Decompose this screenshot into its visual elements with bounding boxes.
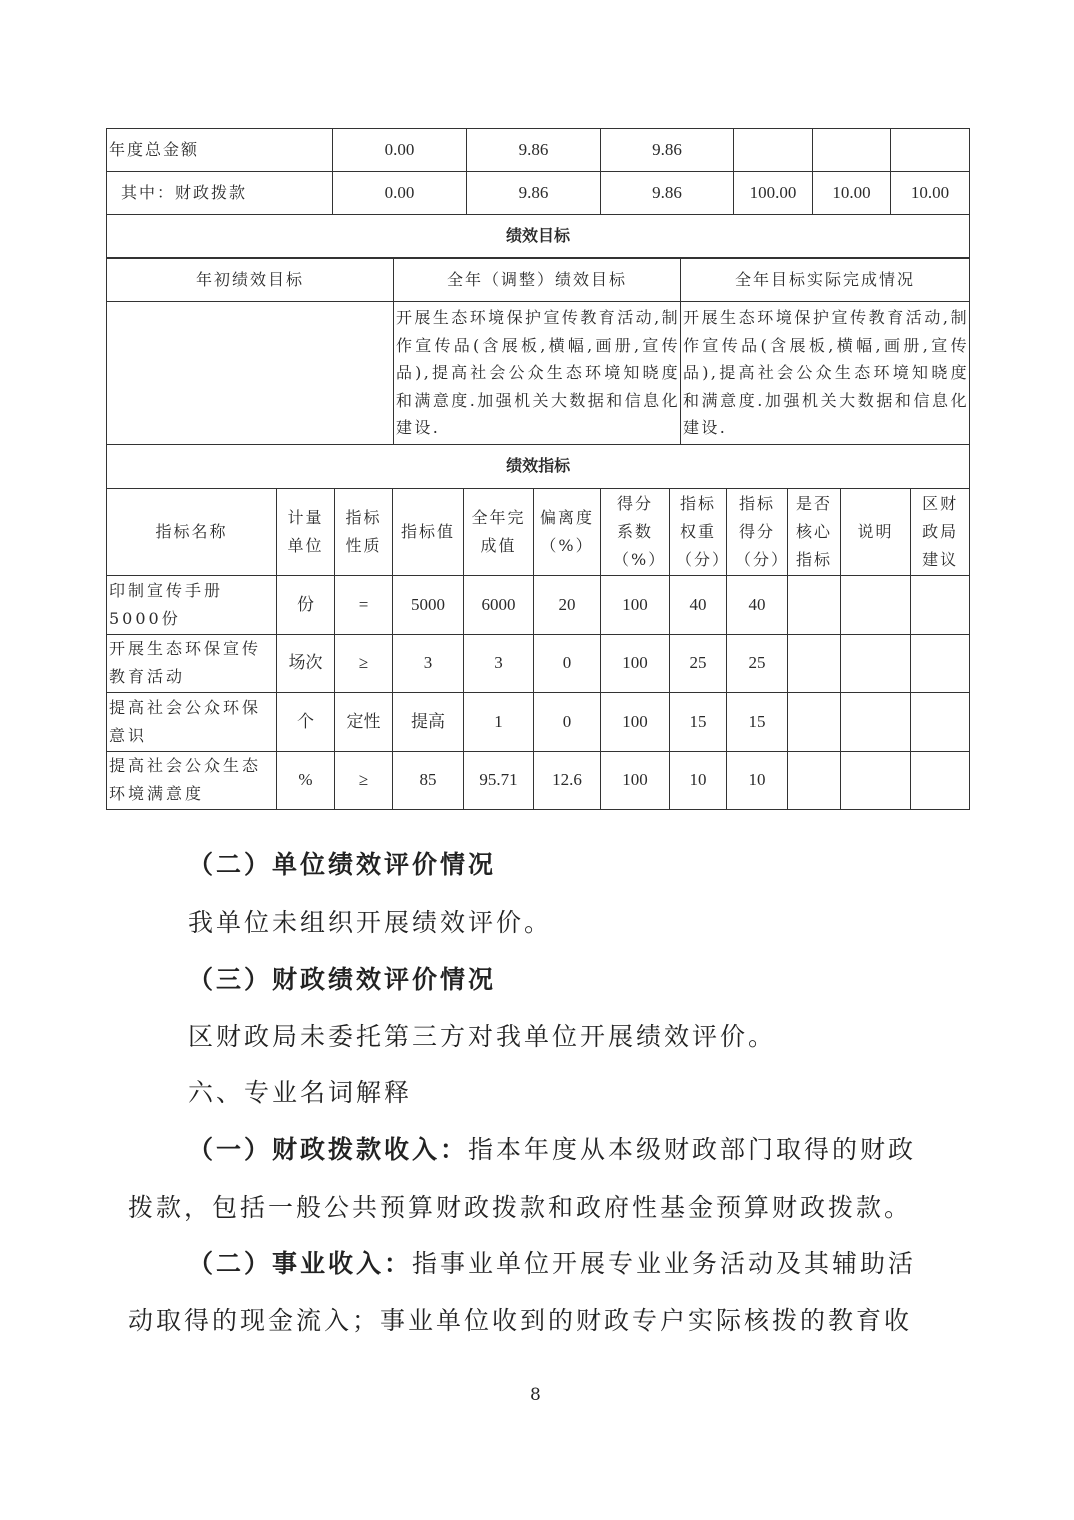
term1-label: （一）财政拨款收入： (188, 1135, 469, 1164)
indicator-note (841, 693, 911, 752)
budget-row-fiscal (107, 172, 970, 215)
budget-cell: 9.86 (601, 172, 734, 215)
indicator-actual: 1 (464, 693, 534, 752)
budget-table (106, 128, 970, 258)
indicator-target: 提高 (393, 693, 464, 752)
indicator-unit: 个 (277, 693, 335, 752)
indicator-header: 偏离度（%） (534, 489, 601, 576)
indicators-section-title: 绩效指标 (107, 445, 970, 489)
goals-header-adjusted: 全年（调整）绩效目标 (394, 259, 681, 302)
indicator-actual: 6000 (464, 576, 534, 635)
indicator-advice (911, 751, 970, 810)
budget-cell (813, 129, 891, 172)
indicator-unit: 场次 (277, 634, 335, 693)
indicator-coef: 100 (601, 634, 670, 693)
indicator-actual: 3 (464, 634, 534, 693)
budget-cell: 9.86 (467, 129, 601, 172)
indicator-weight: 15 (670, 693, 727, 752)
indicator-row (107, 693, 970, 752)
budget-cell (891, 129, 970, 172)
indicator-nature: ≥ (335, 751, 393, 810)
term2-text-a: 指事业单位开展专业业务活动及其辅助活 (412, 1249, 917, 1278)
budget-cell: 9.86 (467, 172, 601, 215)
indicator-core (788, 751, 841, 810)
goals-header-row (107, 259, 970, 302)
para-fin-eval: 区财政局未委托第三方对我单位开展绩效评价。 (188, 1022, 777, 1051)
indicator-header: 是否核心指标 (788, 489, 841, 576)
indicator-header: 得分系数（%） (601, 489, 670, 576)
goals-header-initial: 年初绩效目标 (107, 259, 394, 302)
indicator-target: 85 (393, 751, 464, 810)
indicator-row (107, 576, 970, 635)
indicator-header: 计量单位 (277, 489, 335, 576)
budget-cell: 100.00 (734, 172, 813, 215)
indicator-deviation: 0 (534, 634, 601, 693)
goals-header-actual: 全年目标实际完成情况 (681, 259, 970, 302)
indicator-deviation: 12.6 (534, 751, 601, 810)
indicator-weight: 10 (670, 751, 727, 810)
indicator-header: 说明 (841, 489, 911, 576)
term1-text-a: 指本年度从本级财政部门取得的财政 (468, 1135, 917, 1164)
indicator-header: 指标性质 (335, 489, 393, 576)
indicator-score: 40 (727, 576, 788, 635)
budget-cell: 10.00 (891, 172, 970, 215)
indicator-core (788, 693, 841, 752)
goal-initial (107, 302, 394, 445)
indicator-core (788, 576, 841, 635)
budget-cell: 0.00 (333, 172, 467, 215)
indicators-section-row (107, 445, 970, 489)
indicator-unit: 份 (277, 576, 335, 635)
indicator-name: 开展生态环保宣传教育活动 (107, 634, 277, 693)
indicator-nature: = (335, 576, 393, 635)
goals-content-row (107, 302, 970, 445)
page-number: 8 (530, 1385, 541, 1405)
budget-label: 其中：财政拨款 (107, 172, 333, 215)
budget-cell: 10.00 (813, 172, 891, 215)
indicator-advice (911, 634, 970, 693)
para-unit-eval: 我单位未组织开展绩效评价。 (188, 908, 553, 937)
budget-cell: 9.86 (601, 129, 734, 172)
indicator-weight: 25 (670, 634, 727, 693)
indicator-target: 5000 (393, 576, 464, 635)
budget-cell (734, 129, 813, 172)
indicator-nature: 定性 (335, 693, 393, 752)
heading-unit-eval: （二）单位绩效评价情况 (188, 850, 497, 879)
indicator-core (788, 634, 841, 693)
indicator-score: 10 (727, 751, 788, 810)
goal-actual: 开展生态环境保护宣传教育活动,制作宣传品(含展板,横幅,画册,宣传品),提高社会公众生态环境知晓度和满意度.加强机关大数据和信息化建设. (681, 302, 970, 445)
indicator-nature: ≥ (335, 634, 393, 693)
budget-cell: 0.00 (333, 129, 467, 172)
indicators-header-row (107, 489, 970, 576)
indicator-score: 25 (727, 634, 788, 693)
goal-adjusted: 开展生态环境保护宣传教育活动,制作宣传品(含展板,横幅,画册,宣传品),提高社会公众生态环境知晓度和满意度.加强机关大数据和信息化建设. (394, 302, 681, 445)
indicator-unit: % (277, 751, 335, 810)
indicator-header: 指标值 (393, 489, 464, 576)
budget-label: 年度总金额 (107, 129, 333, 172)
indicator-deviation: 0 (534, 693, 601, 752)
indicator-name: 提高社会公众生态环境满意度 (107, 751, 277, 810)
indicator-header: 全年完成值 (464, 489, 534, 576)
indicator-advice (911, 576, 970, 635)
term2-label: （二）事业收入： (188, 1249, 413, 1278)
goals-section-row (107, 215, 970, 258)
heading-fin-eval: （三）财政绩效评价情况 (188, 965, 497, 994)
indicator-header: 指标得分（分） (727, 489, 788, 576)
indicator-coef: 100 (601, 576, 670, 635)
indicator-target: 3 (393, 634, 464, 693)
term2-text-b: 动取得的现金流入；事业单位收到的财政专户实际核拨的教育收 (128, 1306, 913, 1335)
indicator-deviation: 20 (534, 576, 601, 635)
indicator-advice (911, 693, 970, 752)
indicator-row (107, 634, 970, 693)
indicator-header: 指标名称 (107, 489, 277, 576)
indicator-actual: 95.71 (464, 751, 534, 810)
indicator-header: 指标权重（分） (670, 489, 727, 576)
indicator-row (107, 751, 970, 810)
indicator-score: 15 (727, 693, 788, 752)
indicator-note (841, 751, 911, 810)
indicators-table (106, 444, 970, 810)
budget-row-total (107, 129, 970, 172)
indicator-weight: 40 (670, 576, 727, 635)
term1-text-b: 拨款，包括一般公共预算财政拨款和政府性基金预算财政拨款。 (128, 1193, 913, 1222)
indicator-name: 提高社会公众环保意识 (107, 693, 277, 752)
term1-line1 (188, 1130, 916, 1166)
indicator-note (841, 576, 911, 635)
goals-table (106, 258, 970, 445)
term2-line1 (188, 1244, 916, 1280)
indicator-header: 区财政局建议 (911, 489, 970, 576)
indicator-name: 印制宣传手册 5000份 (107, 576, 277, 635)
indicator-coef: 100 (601, 693, 670, 752)
indicator-coef: 100 (601, 751, 670, 810)
indicator-note (841, 634, 911, 693)
goals-section-title: 绩效目标 (107, 215, 970, 258)
heading-terms: 六、专业名词解释 (188, 1078, 413, 1107)
